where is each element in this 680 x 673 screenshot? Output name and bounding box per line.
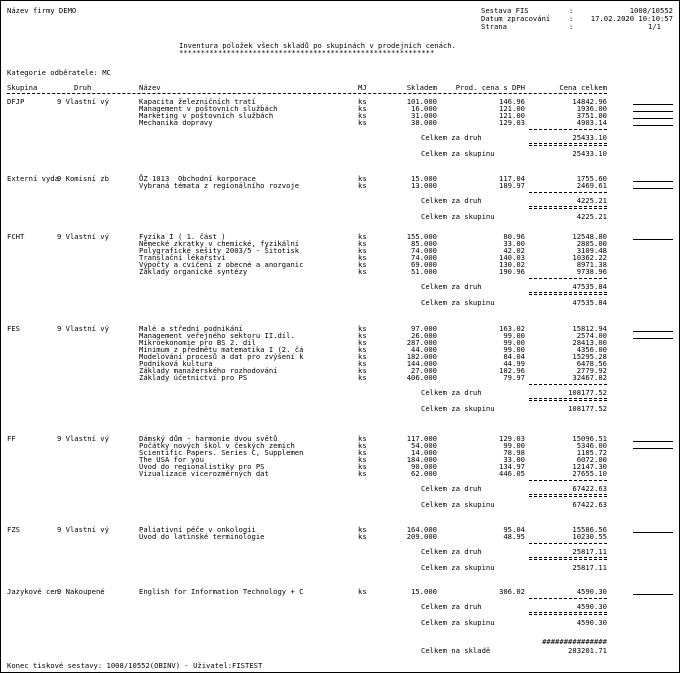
item-celkem: 4590.30: [576, 587, 607, 596]
item-mj: ks: [358, 366, 367, 375]
item-nazev: Minimum z předmětu matematika I (2. čá: [139, 345, 304, 354]
datum-label: Datum zpracování: [481, 14, 551, 23]
strana-colon: :: [569, 22, 574, 31]
skupina-total-label: Celkem za skupinu: [421, 149, 495, 158]
total-rule: [529, 143, 607, 144]
skupina-total-value: 4225.21: [576, 212, 607, 221]
subtotal-rule: [529, 192, 607, 193]
item-nazev: Úvod do regionalistiky pro PS: [139, 462, 265, 471]
group-skupina: Externí vyda: [7, 174, 59, 183]
skupina-total-value: 108177.52: [568, 404, 607, 413]
item-cena: 95.04: [503, 525, 525, 534]
sestava-label: Sestava FIS: [481, 6, 529, 15]
item-skladem: 14.000: [411, 448, 437, 457]
skupina-total-value: 47535.84: [572, 298, 607, 307]
group-druh: 9 Vlastní vý: [57, 324, 109, 333]
item-nazev: Fyzika I ( 1. část ): [139, 232, 226, 241]
item-nazev: Kapacita železničních tratí: [139, 97, 256, 106]
item-mj: ks: [358, 331, 367, 340]
signature-line: [633, 181, 673, 182]
grand-total-label: Celkem na skladě: [421, 646, 491, 655]
item-cena: 130.02: [499, 260, 525, 269]
item-cena: 79.97: [503, 373, 525, 382]
item-mj: ks: [358, 373, 367, 382]
item-nazev: Malé a střední podnikání: [139, 324, 243, 333]
group-skupina: FZS: [7, 525, 20, 534]
item-cena: 99.00: [503, 338, 525, 347]
item-skladem: 85.000: [411, 239, 437, 248]
item-skladem: 15.000: [411, 587, 437, 596]
item-mj: ks: [358, 181, 367, 190]
report-title-underline: ***********************************************************: [179, 48, 435, 57]
druh-total-value: 4225.21: [576, 196, 607, 205]
item-cena: 78.98: [503, 448, 525, 457]
group-druh: 9 Vlastní vý: [57, 232, 109, 241]
total-rule-2: [529, 400, 607, 401]
group-skupina: Jazykové cen: [7, 587, 59, 596]
item-cena: 146.96: [499, 97, 525, 106]
item-mj: ks: [358, 253, 367, 262]
skupina-total-label: Celkem za skupinu: [421, 404, 495, 413]
item-cena: 42.02: [503, 246, 525, 255]
category-label: Kategorie odběratele: MC: [7, 68, 111, 77]
druh-total-label: Celkem za druh: [421, 602, 482, 611]
item-celkem: 15812.94: [572, 324, 607, 333]
total-rule-2: [529, 496, 607, 497]
druh-total-label: Celkem za druh: [421, 133, 482, 142]
total-rule-2: [529, 559, 607, 560]
datum-value: 17.02.2020 10:10:57: [590, 14, 673, 23]
item-nazev: Paliativní péče v onkologii: [139, 525, 256, 534]
item-skladem: 101.000: [406, 97, 437, 106]
skupina-total-value: 25817.11: [572, 563, 607, 572]
item-nazev: Management veřejného sektoru II.díl.: [139, 331, 295, 340]
item-mj: ks: [358, 111, 367, 120]
skupina-total-value: 67422.63: [572, 500, 607, 509]
item-skladem: 97.000: [411, 324, 437, 333]
header-skupina: Skupina: [7, 83, 38, 92]
item-cena: 117.04: [499, 174, 525, 183]
total-rule: [529, 494, 607, 495]
item-skladem: 44.000: [411, 345, 437, 354]
item-nazev: Úvod do latinské terminologie: [139, 532, 265, 541]
item-celkem: 6478.56: [576, 359, 607, 368]
item-celkem: 3109.48: [576, 246, 607, 255]
item-cena: 446.05: [499, 469, 525, 478]
group-druh: 9 Vlastní vý: [57, 97, 109, 106]
group-skupina: FES: [7, 324, 20, 333]
item-nazev: Základy organické syntézy: [139, 267, 248, 276]
item-celkem: 15586.56: [572, 525, 607, 534]
item-nazev: Základy účetnictví pro PS: [139, 373, 248, 382]
item-celkem: 2779.92: [576, 366, 607, 375]
item-skladem: 15.000: [411, 174, 437, 183]
item-cena: 134.97: [499, 462, 525, 471]
item-celkem: 12548.80: [572, 232, 607, 241]
item-skladem: 51.000: [411, 267, 437, 276]
druh-total-value: 25817.11: [572, 547, 607, 556]
item-mj: ks: [358, 441, 367, 450]
total-rule-2: [529, 208, 607, 209]
item-mj: ks: [358, 267, 367, 276]
signature-line: [633, 111, 673, 112]
group-druh: 9 Nakoupené: [57, 587, 105, 596]
item-cena: 163.02: [499, 324, 525, 333]
signature-line: [633, 448, 673, 449]
druh-total-value: 108177.52: [568, 388, 607, 397]
item-cena: 102.96: [499, 366, 525, 375]
item-cena: 99.00: [503, 345, 525, 354]
item-skladem: 38.000: [411, 118, 437, 127]
signature-line: [633, 125, 673, 126]
item-skladem: 27.000: [411, 366, 437, 375]
item-celkem: 1105.72: [576, 448, 607, 457]
signature-line: [633, 594, 673, 595]
item-nazev: Polygrafické sešity 2003/5 - Šitotisk: [139, 246, 300, 255]
total-rule-2: [529, 145, 607, 146]
item-cena: 189.97: [499, 181, 525, 190]
header-skladem: Skladem: [406, 83, 437, 92]
item-mj: ks: [358, 455, 367, 464]
item-skladem: 155.000: [406, 232, 437, 241]
druh-total-label: Celkem za druh: [421, 196, 482, 205]
item-mj: ks: [358, 260, 367, 269]
item-nazev: Vybraná témata z regionálního rozvoje: [139, 181, 300, 190]
report-title: Inventura položek všech skladů po skupinách v prodejních cenách.: [179, 41, 456, 50]
strana-label: Strana: [481, 22, 507, 31]
item-cena: 33.00: [503, 239, 525, 248]
item-celkem: 2805.00: [576, 239, 607, 248]
total-rule: [529, 206, 607, 207]
item-mj: ks: [358, 587, 367, 596]
item-skladem: 182.000: [406, 352, 437, 361]
item-cena: 33.00: [503, 455, 525, 464]
header-mj: MJ: [358, 83, 367, 92]
signature-line: [633, 532, 673, 533]
signature-line: [633, 239, 673, 240]
item-nazev: Mikroekonomie pro BS 2. díl: [139, 338, 256, 347]
item-celkem: 28413.00: [572, 338, 607, 347]
item-cena: 306.02: [499, 587, 525, 596]
item-mj: ks: [358, 462, 367, 471]
item-celkem: 6072.00: [576, 455, 607, 464]
item-skladem: 117.000: [406, 434, 437, 443]
item-cena: 129.03: [499, 434, 525, 443]
item-nazev: Počátky nových škol v českých zemích: [139, 441, 295, 450]
sestava-colon: :: [569, 6, 574, 15]
item-nazev: Podniková kultura: [139, 359, 213, 368]
skupina-total-label: Celkem za skupinu: [421, 500, 495, 509]
total-rule-2: [529, 614, 607, 615]
item-nazev: ŮZ 1013 Obchodní korporace: [139, 174, 256, 183]
header-druh: Druh: [74, 83, 92, 92]
item-cena: 99.00: [503, 441, 525, 450]
item-nazev: Management v poštovních službách: [139, 104, 278, 113]
druh-total-label: Celkem za druh: [421, 282, 482, 291]
item-skladem: 406.000: [406, 373, 437, 382]
item-mj: ks: [358, 239, 367, 248]
item-mj: ks: [358, 97, 367, 106]
signature-line: [633, 118, 673, 119]
signature-line: [633, 441, 673, 442]
item-skladem: 31.000: [411, 111, 437, 120]
item-skladem: 144.000: [406, 359, 437, 368]
item-mj: ks: [358, 359, 367, 368]
item-nazev: Scientific Papers. Series C, Supplemen: [139, 448, 304, 457]
skupina-total-label: Celkem za skupinu: [421, 563, 495, 572]
subtotal-rule: [529, 278, 607, 279]
total-rule: [529, 612, 607, 613]
item-celkem: 4903.14: [576, 118, 607, 127]
item-celkem: 1755.60: [576, 174, 607, 183]
header-rule: [7, 93, 607, 94]
item-cena: 190.96: [499, 267, 525, 276]
item-mj: ks: [358, 345, 367, 354]
item-skladem: 13.000: [411, 181, 437, 190]
item-celkem: 4356.00: [576, 345, 607, 354]
item-nazev: Německé zkratky v chemické, fyzikální: [139, 239, 300, 248]
item-mj: ks: [358, 338, 367, 347]
item-celkem: 32467.82: [572, 373, 607, 382]
item-cena: 44.99: [503, 359, 525, 368]
item-nazev: Marketing v poštovních službách: [139, 111, 274, 120]
item-nazev: Mechanika dopravy: [139, 118, 213, 127]
item-cena: 121.00: [499, 104, 525, 113]
item-nazev: The USA for you: [139, 455, 204, 464]
item-mj: ks: [358, 118, 367, 127]
item-mj: ks: [358, 324, 367, 333]
item-nazev: Dámský dům - harmonie dvou světů: [139, 434, 278, 443]
report-footer: Konec tiskové sestavy: 1008/10552(OBINV) - Uživatel:FISTEST: [7, 661, 263, 670]
signature-line: [633, 104, 673, 105]
item-cena: 129.03: [499, 118, 525, 127]
druh-total-label: Celkem za druh: [421, 484, 482, 493]
item-cena: 80.96: [503, 232, 525, 241]
item-nazev: Translační lékařství: [139, 253, 226, 262]
item-skladem: 16.000: [411, 104, 437, 113]
item-celkem: 10230.55: [572, 532, 607, 541]
druh-total-value: 67422.63: [572, 484, 607, 493]
item-skladem: 209.000: [406, 532, 437, 541]
item-mj: ks: [358, 352, 367, 361]
item-celkem: 10362.22: [572, 253, 607, 262]
item-cena: 99.00: [503, 331, 525, 340]
item-celkem: 1936.00: [576, 104, 607, 113]
item-mj: ks: [358, 104, 367, 113]
header-nazev: Název: [139, 83, 161, 92]
header-cena-celkem: Cena celkem: [559, 83, 607, 92]
item-mj: ks: [358, 532, 367, 541]
strana-value: 1/1: [648, 22, 661, 31]
skupina-total-label: Celkem za skupinu: [421, 298, 495, 307]
item-celkem: 27655.10: [572, 469, 607, 478]
item-celkem: 14842.96: [572, 97, 607, 106]
datum-colon: :: [569, 14, 574, 23]
skupina-total-value: 25433.10: [572, 149, 607, 158]
item-cena: 48.95: [503, 532, 525, 541]
item-skladem: 26.000: [411, 331, 437, 340]
item-skladem: 90.000: [411, 462, 437, 471]
subtotal-rule: [529, 129, 607, 130]
subtotal-rule: [529, 543, 607, 544]
item-mj: ks: [358, 469, 367, 478]
item-celkem: 12147.30: [572, 462, 607, 471]
item-nazev: English for Information Technology + C: [139, 587, 304, 596]
signature-line: [633, 331, 673, 332]
item-celkem: 15096.51: [572, 434, 607, 443]
item-mj: ks: [358, 448, 367, 457]
item-celkem: 8971.38: [576, 260, 607, 269]
item-celkem: 15295.28: [572, 352, 607, 361]
group-druh: 9 Vlastní vý: [57, 525, 109, 534]
item-celkem: 3751.00: [576, 111, 607, 120]
signature-line: [633, 188, 673, 189]
item-mj: ks: [358, 174, 367, 183]
item-mj: ks: [358, 525, 367, 534]
grand-total-hashes: ###############: [542, 637, 607, 646]
item-skladem: 74.000: [411, 246, 437, 255]
company-name: Název firmy DEMO: [7, 6, 77, 15]
group-skupina: FCHT: [7, 232, 25, 241]
group-skupina: DFJP: [7, 97, 25, 106]
group-skupina: FF: [7, 434, 16, 443]
total-rule: [529, 557, 607, 558]
item-skladem: 69.000: [411, 260, 437, 269]
item-celkem: 2574.00: [576, 331, 607, 340]
item-nazev: Výpočty a cvičení z obecné a anorganic: [139, 260, 304, 269]
item-celkem: 5346.00: [576, 441, 607, 450]
group-druh: 9 Komisní zb: [57, 174, 109, 183]
item-mj: ks: [358, 434, 367, 443]
item-mj: ks: [358, 232, 367, 241]
signature-line: [633, 338, 673, 339]
item-skladem: 164.000: [406, 525, 437, 534]
skupina-total-label: Celkem za skupinu: [421, 618, 495, 627]
item-cena: 140.03: [499, 253, 525, 262]
druh-total-value: 4590.30: [576, 602, 607, 611]
subtotal-rule: [529, 480, 607, 481]
druh-total-label: Celkem za druh: [421, 547, 482, 556]
item-celkem: 2469.61: [576, 181, 607, 190]
subtotal-rule: [529, 384, 607, 385]
skupina-total-value: 4590.30: [576, 618, 607, 627]
druh-total-label: Celkem za druh: [421, 388, 482, 397]
item-skladem: 62.000: [411, 469, 437, 478]
druh-total-value: 25433.10: [572, 133, 607, 142]
item-cena: 84.04: [503, 352, 525, 361]
item-skladem: 74.000: [411, 253, 437, 262]
group-druh: 9 Vlastní vý: [57, 434, 109, 443]
total-rule: [529, 292, 607, 293]
item-skladem: 184.000: [406, 455, 437, 464]
item-cena: 121.00: [499, 111, 525, 120]
druh-total-value: 47535.84: [572, 282, 607, 291]
item-celkem: 9738.96: [576, 267, 607, 276]
item-nazev: Vizualizace vícerozměrných dat: [139, 469, 269, 478]
total-rule: [529, 398, 607, 399]
header-prod-cena: Prod. cena s DPH: [455, 83, 525, 92]
subtotal-rule: [529, 598, 607, 599]
item-skladem: 54.000: [411, 441, 437, 450]
total-rule-2: [529, 294, 607, 295]
item-skladem: 287.000: [406, 338, 437, 347]
item-mj: ks: [358, 246, 367, 255]
grand-total-value: 283201.71: [568, 646, 607, 655]
item-nazev: Základy manažerského rozhodování: [139, 366, 278, 375]
sestava-value: 1008/10552: [629, 6, 673, 15]
skupina-total-label: Celkem za skupinu: [421, 212, 495, 221]
item-nazev: Modelování procesů a dat pro zvýšení k: [139, 352, 304, 361]
